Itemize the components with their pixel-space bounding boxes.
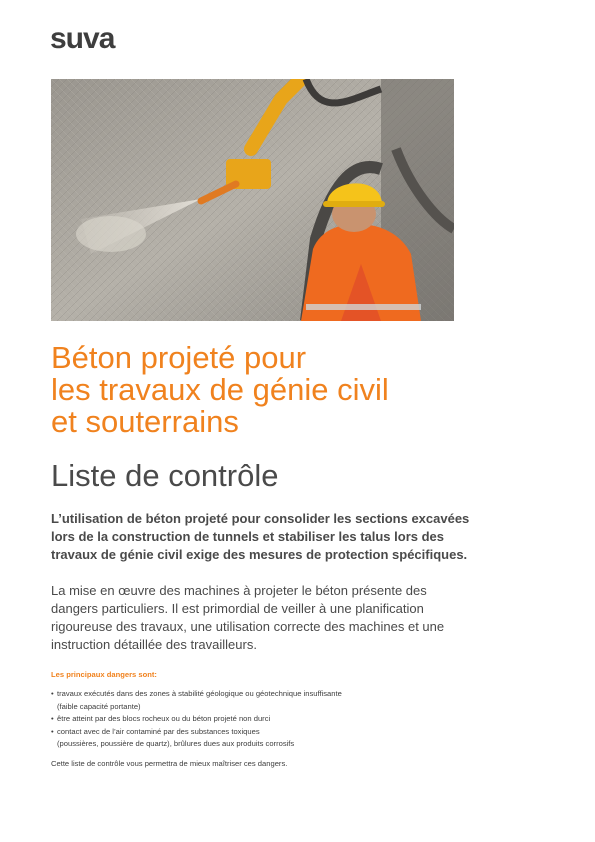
- list-item-text: (poussières, poussière de quartz), brûlures dues aux produits corrosifs: [57, 739, 295, 748]
- list-item-text: • travaux exécutés dans des zones à stabilité géologique ou géotechnique insuffisante: [57, 689, 342, 698]
- list-item-text: • être atteint par des blocs rocheux ou du béton projeté non durci: [57, 714, 271, 723]
- list-item: [51, 688, 471, 713]
- list-item-text: • contact avec de l’air contaminé par des substances toxiques: [57, 726, 260, 736]
- list-item-text: (faible capacité portante): [57, 701, 141, 711]
- list-item: [51, 726, 471, 751]
- document-subtitle: Liste de contrôle: [51, 458, 279, 493]
- dangers-list: [51, 688, 471, 751]
- title-line: les travaux de génie civil: [51, 372, 389, 407]
- suva-logo: suva: [50, 22, 115, 55]
- lead-paragraph: L’utilisation de béton projeté pour consolider les sections excavées lors de la construction de tunnels et stabiliser les talus lors des travaux de génie civil exige des mesures de protection spécifiques.: [51, 511, 470, 562]
- title-line: et souterrains: [51, 404, 239, 439]
- document-title: [51, 342, 389, 438]
- closing-text: Cette liste de contrôle vous permettra de mieux maîtriser ces dangers.: [51, 759, 288, 768]
- dangers-heading: Les principaux dangers sont:: [51, 670, 157, 679]
- cover-photo: [51, 79, 454, 321]
- title-line: Béton projeté pour: [51, 340, 307, 375]
- list-item: [51, 713, 471, 726]
- intro-paragraph: La mise en œuvre des machines à projeter le béton présente des dangers particuliers. Il est primordial de veiller à une planification rigoureuse des travaux, une utilisation correcte des machines et une instruction détaillée des travailleurs.: [51, 583, 445, 652]
